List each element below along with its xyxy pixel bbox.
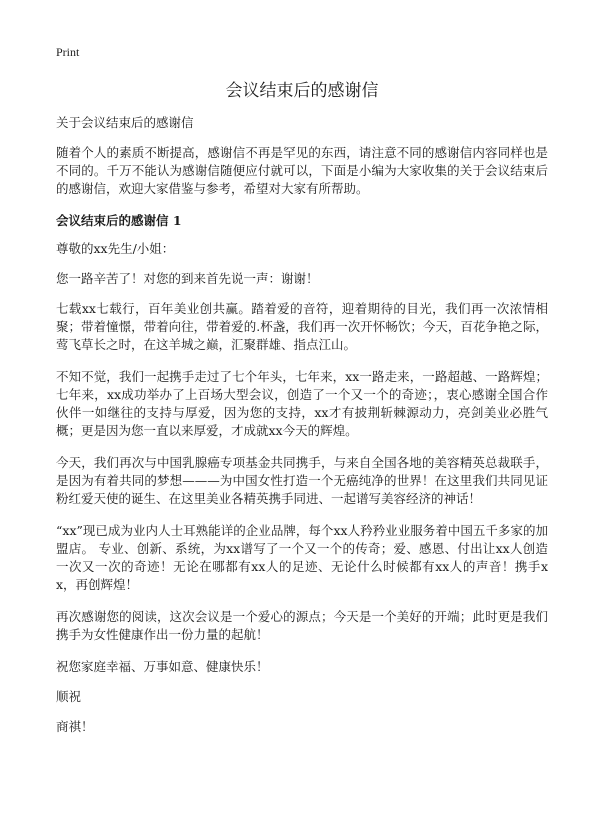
body-paragraph: 再次感谢您的阅读，这次会议是一个爱心的源点；今天是一个美好的开端；此时更是我们携手为女性健康作出一份力量的起航！ bbox=[56, 609, 548, 642]
body-paragraph: “xx”现已成为业内人士耳熟能详的企业品牌，每个xx人矜矜业业服务着中国五千多家的加盟店。 专业、创新、系统，为xx谱写了一个又一个的传奇；爱、感恩、付出让xx人创造一次又一次的奇迹！无论在哪都有xx人的足迹、无论什么时候都有xx人的声音！携手xx，再创辉煌！ bbox=[56, 523, 548, 592]
closing-wish: 祝您家庭幸福、万事如意、健康快乐！ bbox=[56, 659, 269, 674]
intro-title: 关于会议结束后的感谢信 bbox=[56, 115, 194, 130]
closing-salutation: 顺祝 bbox=[56, 689, 82, 704]
body-paragraph: 您一路辛苦了！对您的到来首先说一声：谢谢！ bbox=[56, 271, 319, 286]
intro-paragraph: 随着个人的素质不断提高，感谢信不再是罕见的东西，请注意不同的感谢信内容同样也是不同的。千万不能认为感谢信随便应付就可以，下面是小编为大家收集的关于会议结束后的感谢信，欢迎大家借鉴与参考，希望对大家有所帮助。 bbox=[56, 145, 548, 196]
body-paragraph: 今天，我们再次与中国乳腺癌专项基金共同携手，与来自全国各地的美容精英总裁联手，是因为有着共同的梦想———为中国女性打造一个无癌纯净的世界！在这里我们共同见证粉红爱天使的诞生、在这里美业各精英携手同进、一起谱写美容经济的神话！ bbox=[56, 455, 548, 506]
section-heading: 会议结束后的感谢信 1 bbox=[56, 213, 182, 228]
page-title: 会议结束后的感谢信 bbox=[225, 81, 379, 101]
closing-regards: 商祺！ bbox=[56, 719, 94, 734]
salutation: 尊敬的xx先生/小姐： bbox=[56, 241, 175, 256]
body-paragraph: 七载xx七载行，百年美业创共赢。踏着爱的音符，迎着期待的目光，我们再一次浓情相聚；带着憧憬，带着向往，带着爱的.杯盏，我们再一次开怀畅饮；今天，百花争艳之际，莺飞草长之时，在这羊城之巅，汇聚群雄、指点江山。 bbox=[56, 301, 548, 352]
print-link[interactable]: Print bbox=[56, 45, 80, 59]
body-paragraph: 不知不觉，我们一起携手走过了七个年头，七年来，xx一路走来，一路超越、一路辉煌；七年来，xx成功举办了上百场大型会议，创造了一个又一个的奇迹；，衷心感谢全国合作伙伴一如继往的支持与厚爱，因为您的支持，xx才有披荆斩棘源动力，亮剑美业必胜气概；更是因为您一直以来厚爱，才成就xx今天的辉煌。 bbox=[56, 369, 548, 438]
